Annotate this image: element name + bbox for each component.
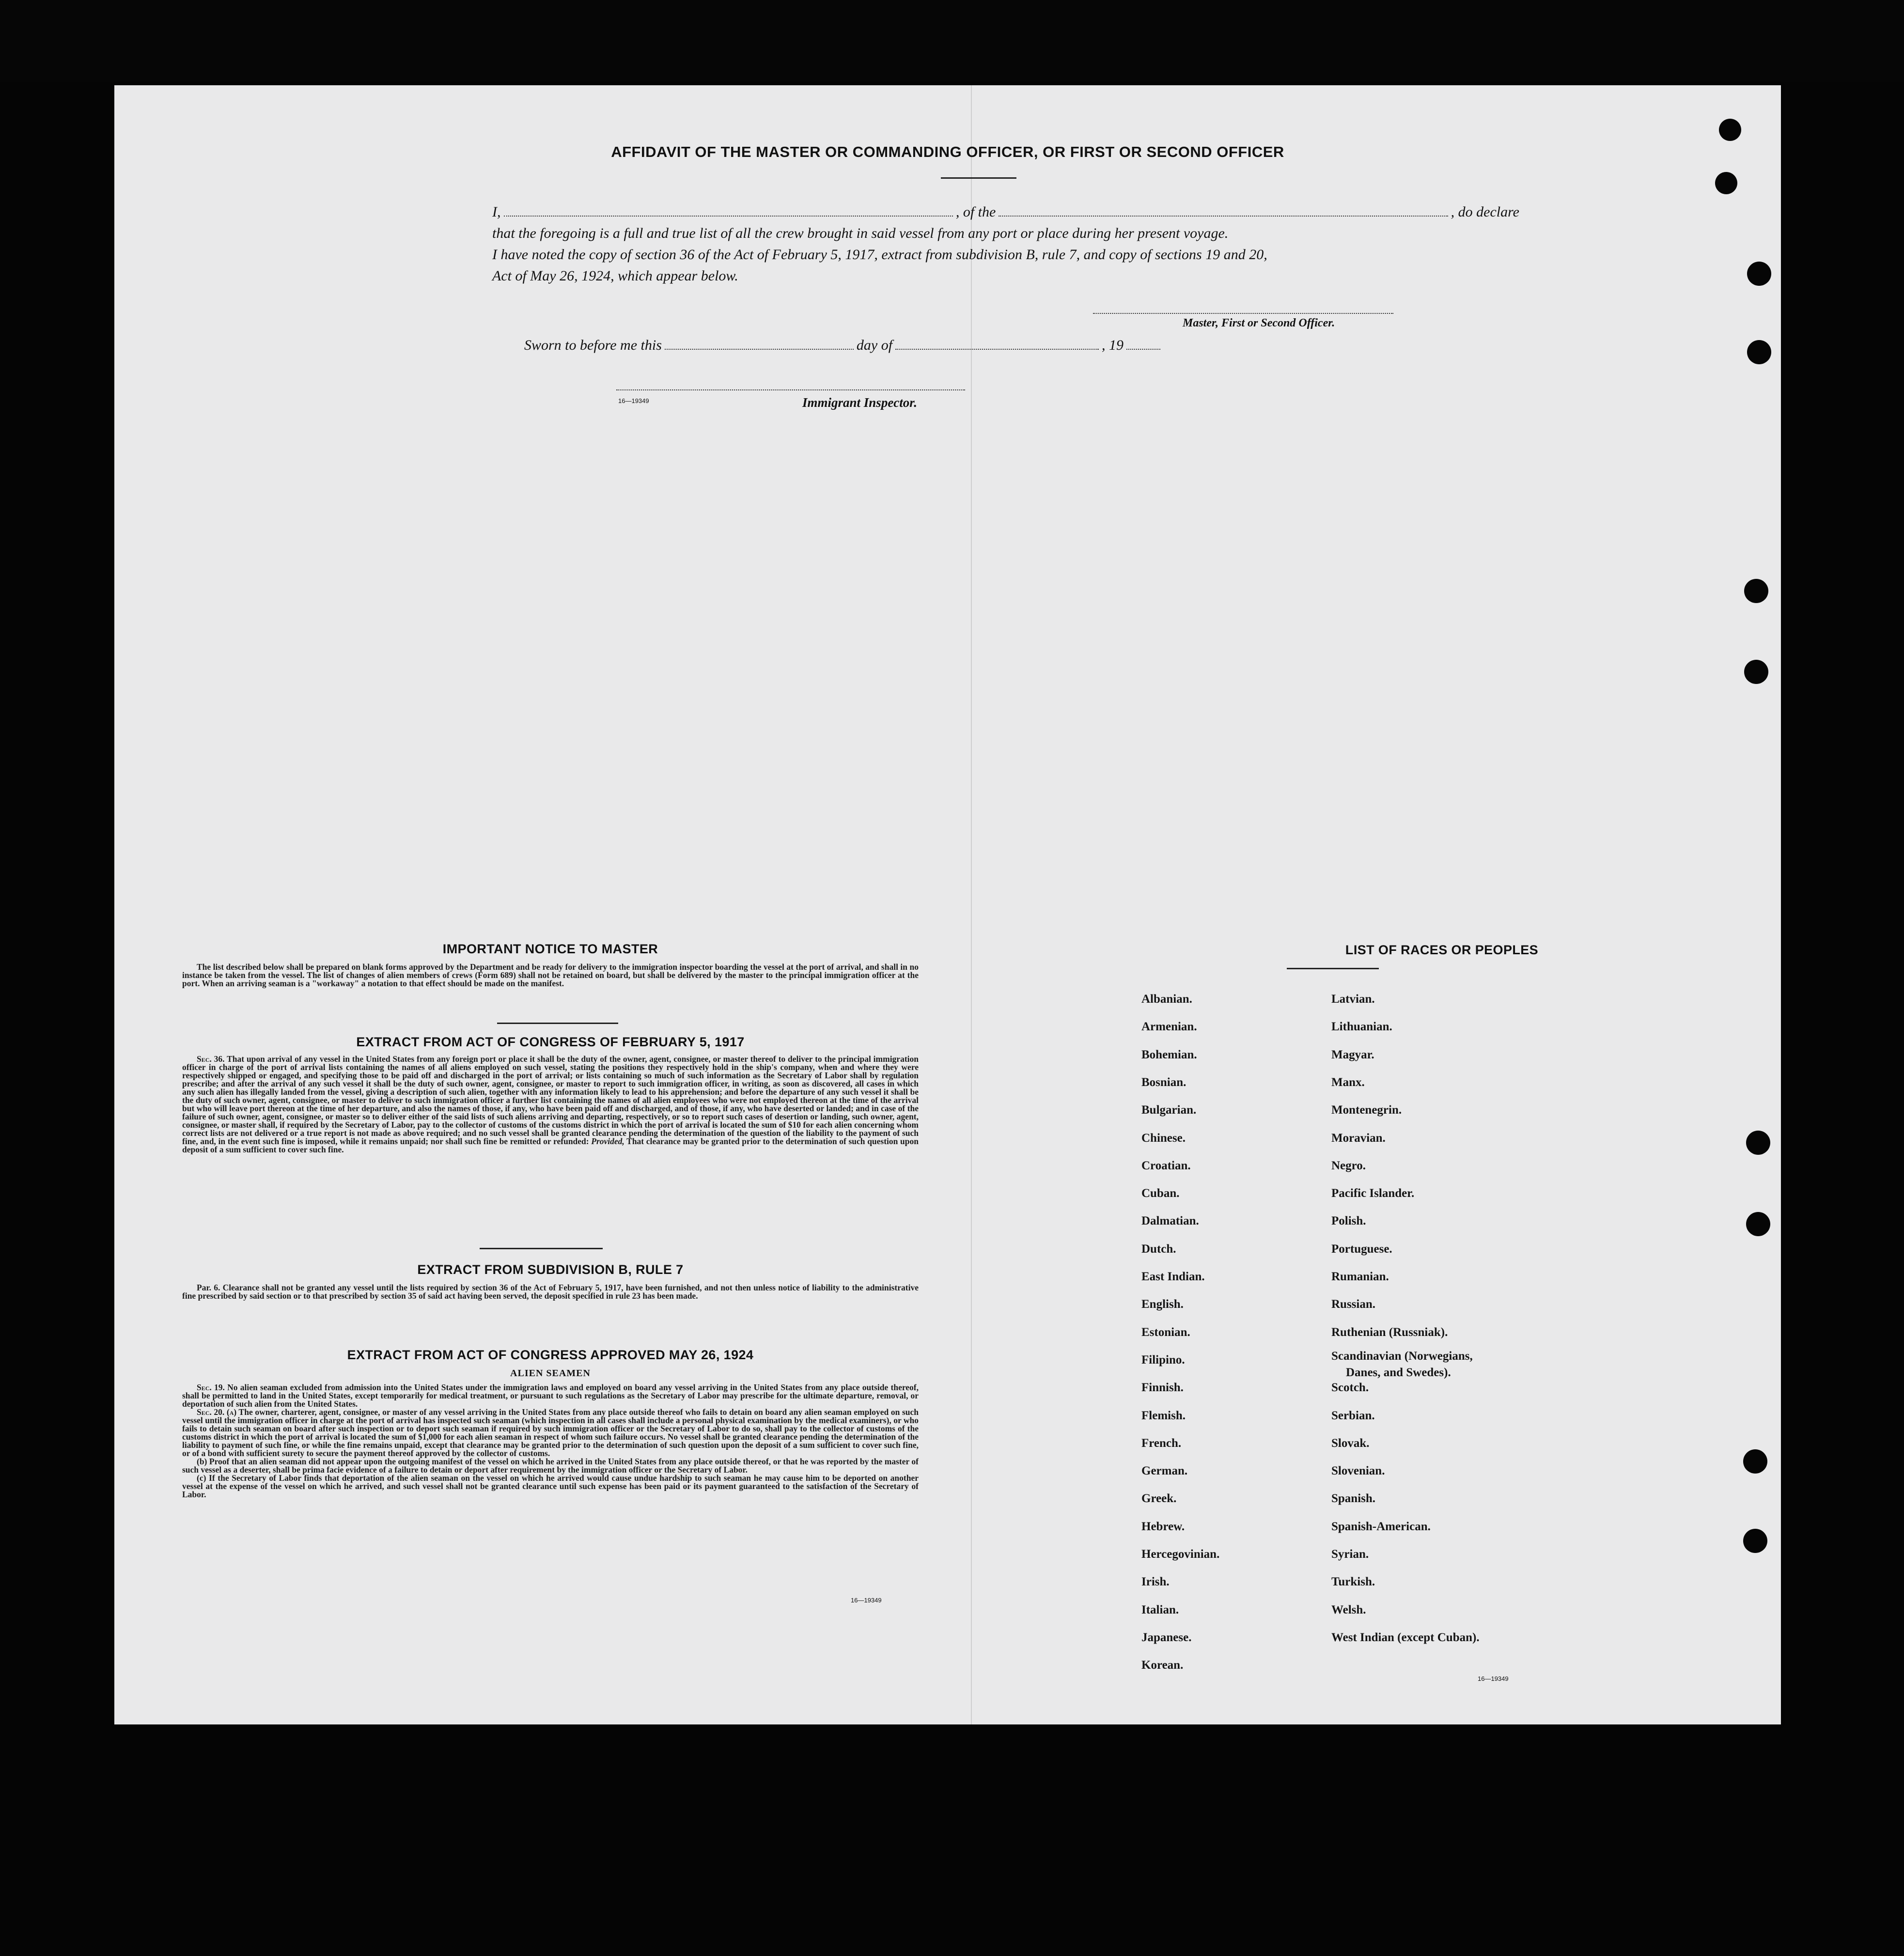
race-item: East Indian. <box>1141 1270 1205 1283</box>
document-page <box>114 85 1781 1724</box>
race-item: Albanian. <box>1141 993 1192 1006</box>
vessel-field[interactable] <box>999 204 1448 217</box>
master-signature-line[interactable] <box>1093 313 1393 314</box>
affidavit-body <box>492 202 1519 287</box>
race-item: Rumanian. <box>1331 1270 1389 1283</box>
race-item: Manx. <box>1331 1075 1365 1089</box>
race-item: Serbian. <box>1331 1409 1375 1422</box>
master-signature-label: Master, First or Second Officer. <box>1183 317 1335 329</box>
extract-form-number: 16—19349 <box>851 1597 882 1604</box>
race-item: Polish. <box>1331 1214 1366 1228</box>
race-item: English. <box>1141 1298 1184 1311</box>
race-item: Dalmatian. <box>1141 1214 1199 1228</box>
race-item: Bulgarian. <box>1141 1103 1197 1117</box>
race-item: Hebrew. <box>1141 1520 1185 1533</box>
race-item: Montenegrin. <box>1331 1103 1402 1117</box>
sworn-month-field[interactable] <box>895 338 1099 350</box>
race-item: Greek. <box>1141 1492 1177 1506</box>
race-item: Spanish. <box>1331 1492 1376 1506</box>
punch-hole <box>1744 579 1768 603</box>
race-item: Russian. <box>1331 1298 1376 1311</box>
race-item: Welsh. <box>1331 1603 1366 1616</box>
extract-1924-text: Sec. 19. No alien seaman excluded from admission into the United States under the immigration laws and employed on board any vessel arriving in the United States from any place outside thereof, shall be permitted to land in the United States, except temporarily for medical treatment, or pursuant to such regulations as the Secretary of Labor may prescribe for the ultimate departure, removal, or deportation of such alien from the United States. Sec. 20. (a) The owner, charterer, agent, consignee, or master of any vessel arriving in the United States from any place outside thereof who fails to detain on board any alien seaman employed on such vessel until the immigration officer in charge at the port of arrival has inspected such seaman (which inspection in all cases shall include a personal physical examination by the medical examiners), or who fails to detain such seaman on board after such inspection or to deport such seaman if required by such immigration officer or the Secretary of Labor to do so, shall pay to the collector of customs of the customs district in which the port of arrival is located the sum of $1,000 for each alien seaman in respect of whom such failure occurs. No vessel shall be granted clearance pending the determination of the liability to payment of such fine, or while the fine remains unpaid, except that clearance may be granted prior to the determination of such question upon the deposit of a sum sufficient to cover such fine, or of a bond with sufficient surety to secure the payment thereof approved by the collector of customs. (b) Proof that an alien seaman did not appear upon the outgoing manifest of the vessel on which he arrived in the United States from any place outside thereof, or that he was reported by the master of such vessel as a deserter, shall be prima facie evidence of a failure to detain or deport after requirement by the immigration officer or the Secretary of Labor. (c) If the Secretary of Labor finds that deportation of the alien seaman on the vessel on which he arrived would cause undue hardship to such seaman he may cause him to be deported on another vessel at the expense of the vessel on which he arrived, and such vessel shall not be granted clearance until such expense has been paid or its payment guaranteed to the satisfaction of the Secretary of Labor. <box>182 1382 919 1499</box>
sworn-year: , 19 <box>1102 337 1124 353</box>
races-heading: LIST OF RACES OR PEOPLES <box>1345 943 1539 957</box>
race-item: Irish. <box>1141 1575 1170 1589</box>
name-field[interactable] <box>504 204 953 217</box>
race-item: Pacific Islander. <box>1331 1187 1415 1200</box>
race-item: Negro. <box>1331 1159 1366 1172</box>
race-item: Syrian. <box>1331 1548 1369 1561</box>
race-item: Japanese. <box>1141 1630 1192 1644</box>
race-item: Cuban. <box>1141 1187 1180 1200</box>
center-fold <box>971 85 972 1724</box>
punch-hole <box>1744 660 1768 684</box>
race-item: Slovenian. <box>1331 1464 1385 1478</box>
affidavit-of-the: , of the <box>955 204 996 220</box>
race-item: Estonian. <box>1141 1325 1190 1339</box>
race-item: Portuguese. <box>1331 1242 1392 1256</box>
race-item: Bosnian. <box>1141 1075 1186 1089</box>
races-divider <box>1287 968 1379 969</box>
affidavit-i: I, <box>492 204 501 220</box>
sworn-date-field[interactable] <box>665 338 854 350</box>
race-item: Croatian. <box>1141 1159 1191 1172</box>
rule-7-text: Par. 6. Clearance shall not be granted any vessel until the lists required by section 36 of the Act of February 5, 1917, have been furnished, and not then unless notice of liability to the administrative fine prescribed by said section or to that prescribed by section 35 of said act having been served, the deposit specified in rule 23 has been made. <box>182 1283 919 1301</box>
punch-hole <box>1719 119 1741 141</box>
affidavit-form-number: 16—19349 <box>618 397 649 404</box>
race-item: Magyar. <box>1331 1048 1374 1061</box>
alien-seamen-heading: ALIEN SEAMEN <box>510 1368 591 1379</box>
punch-hole <box>1746 1131 1770 1155</box>
race-item: Spanish-American. <box>1331 1520 1431 1533</box>
race-item: Korean. <box>1141 1659 1184 1672</box>
sworn-year-field[interactable] <box>1126 338 1160 350</box>
race-item: Bohemian. <box>1141 1048 1197 1061</box>
notice-text: The list described below shall be prepared on blank forms approved by the Department and be ready for delivery to the immigration inspector boarding the vessel at the port of arrival, and shall in no instance be taken from the vessel. The list of changes of alien members of crews (Form 689) shall not be retained on board, but shall be delivered by the master to the principal immigration officer at the port. When an arriving seaman is a "workaway" a notation to that effect should be made on the manifest. <box>182 962 919 988</box>
affidavit-line-2: that the foregoing is a full and true list of all the crew brought in said vessel from any port or place during her present voyage. <box>492 225 1229 241</box>
race-item: Lithuanian. <box>1331 1020 1392 1034</box>
inspector-label: Immigrant Inspector. <box>802 395 918 410</box>
race-item: Moravian. <box>1331 1131 1386 1145</box>
title-divider <box>941 177 1016 179</box>
sworn-prefix: Sworn to before me this <box>524 337 662 353</box>
race-item: German. <box>1141 1464 1188 1478</box>
declaration-line <box>492 202 1519 223</box>
race-item: Turkish. <box>1331 1575 1375 1589</box>
rule-7-heading: EXTRACT FROM SUBDIVISION B, RULE 7 <box>417 1262 684 1277</box>
race-item: Chinese. <box>1141 1131 1186 1145</box>
punch-hole <box>1743 1449 1767 1474</box>
extract-1917-heading: EXTRACT FROM ACT OF CONGRESS OF FEBRUARY 5, 1917 <box>356 1035 745 1049</box>
race-item: French. <box>1141 1436 1182 1450</box>
race-item: Latvian. <box>1331 993 1375 1006</box>
race-item: Scotch. <box>1331 1381 1369 1395</box>
punch-hole <box>1747 262 1771 286</box>
race-item: Flemish. <box>1141 1409 1186 1422</box>
race-item: Finnish. <box>1141 1381 1184 1395</box>
race-item: Armenian. <box>1141 1020 1197 1034</box>
races-form-number: 16—19349 <box>1478 1675 1509 1682</box>
affidavit-line-3: I have noted the copy of section 36 of the Act of February 5, 1917, extract from subdivision B, rule 7, and copy of sections 19 and 20, <box>492 247 1267 263</box>
punch-hole <box>1743 1529 1767 1553</box>
extract-1917-text: Sec. 36. That upon arrival of any vessel in the United States from any foreign port or place it shall be the duty of the owner, agent, consignee, or master thereof to deliver to the principal immigration officer in charge of the port of arrival lists containing the names of all aliens employed on such vessel, stating the positions they respectively hold in the ship's company, when and where they were respectively shipped or engaged, and specifying those to be paid off and discharged in the port of arrival; or lists containing so much of such information as the Secretary of Labor shall by regulation prescribe; and after the arrival of any such vessel it shall be the duty of such owner, agent, consignee, or master to report to such immigration officer, in writing, as soon as discovered, all cases in which any such alien has illegally landed from the vessel, giving a description of such alien, together with any information likely to lead to his apprehension; and before the departure of any such vessel it shall be the duty of such owner, agent, consignee, or master to deliver to such immigration officer a further list containing the names of all alien employees who were not employed thereon at the time of the arrival but who will leave port thereon at the time of her departure, and also the names of those, if any, who have been paid off and discharged, and of those, if any, who have deserted or landed; and in case of the failure of such owner, agent, consignee, or master so to deliver either of the said lists of such aliens arriving and departing, respectively, or so to report such cases of desertion or landing, such owner, agent, consignee, or master shall, if required by the Secretary of Labor, pay to the collector of customs of the customs district in which the port of arrival is located the sum of $10 for each alien concerning whom correct lists are not delivered or a true report is not made as above required; and no such vessel shall be granted clearance pending the determination of the question of the liability to the payment of such fine, and, in the event such fine is imposed, while it remains unpaid; nor shall such fine be remitted or refunded: Provided, That clearance may be granted prior to the determination of such question upon deposit of a sum sufficient to cover such fine. <box>182 1054 919 1154</box>
affidavit-line-4: Act of May 26, 1924, which appear below. <box>492 268 738 284</box>
sworn-day-of: day of <box>856 337 893 353</box>
race-item: Dutch. <box>1141 1242 1176 1256</box>
race-item: Scandinavian (Norwegians, <box>1331 1349 1473 1363</box>
race-item: Danes, and Swedes). <box>1346 1366 1451 1379</box>
extract-1924-heading: EXTRACT FROM ACT OF CONGRESS APPROVED MAY 26, 1924 <box>347 1348 754 1362</box>
punch-hole <box>1746 1212 1770 1236</box>
sec-36-label: Sec. 36. <box>197 1054 225 1064</box>
inspector-signature-line[interactable] <box>616 389 965 390</box>
race-item: Filipino. <box>1141 1353 1185 1366</box>
affidavit-declare: , do declare <box>1451 204 1519 220</box>
race-item: Italian. <box>1141 1603 1179 1616</box>
sworn-line <box>524 337 1202 354</box>
notice-heading: IMPORTANT NOTICE TO MASTER <box>442 942 658 956</box>
microfilm-border <box>0 0 1904 82</box>
punch-hole <box>1747 340 1771 364</box>
affidavit-title: AFFIDAVIT OF THE MASTER OR COMMANDING OFFICER, OR FIRST OR SECOND OFFICER <box>611 143 1284 160</box>
race-item: Hercegovinian. <box>1141 1548 1220 1561</box>
notice-divider <box>497 1023 618 1024</box>
race-item: Ruthenian (Russniak). <box>1331 1325 1448 1339</box>
race-item: West Indian (except Cuban). <box>1331 1630 1480 1644</box>
extract-1917-divider <box>480 1248 603 1249</box>
race-item: Slovak. <box>1331 1436 1370 1450</box>
punch-hole <box>1715 172 1737 194</box>
